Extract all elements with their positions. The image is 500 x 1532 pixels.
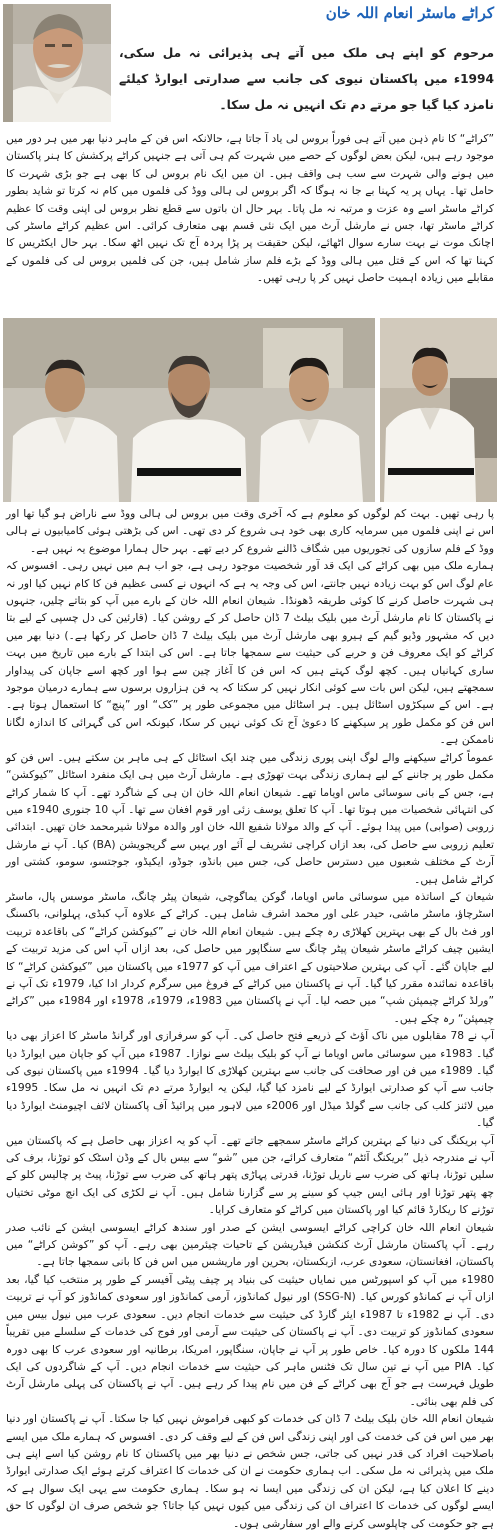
- portrait-photo: [3, 4, 111, 122]
- article-title: کراٹے ماسٹر انعام اللہ خان: [325, 4, 494, 22]
- article-paragraph: 1980ء میں آپ کو اسپورٹس میں نمایاں حیثیت کی بنیاد پر چیف پیٹی آفیسر کے طور پر منتخب کیا گیا، بعد ازاں آپ نے کمانڈو کورس کیا۔ (SSG-N) اور نیول کمانڈوز، آرمی کمانڈوز اور سعودی کمانڈوز کو آپ نے تربیت دی۔ آپ نے 1982ء تا 1987ء ایئر گارڈ کی حیثیت سے خدمات انجام دیں۔ سعودی عرب میں نیول بیس میں سعودی کمانڈوز کو تربیت دی۔ آپ نے پاکستان کی حیثیت سے آرمی اور فوج کی خدمات کے سلسلے میں تقریباً 144 ملکوں کا دورہ کیا۔ خاص طور پر آپ نے جاپان، سنگاپور، امریکا، برطانیہ اور سعودی عرب کا بھی دورہ کیا۔ PIA میں آپ نے تین سال تک فٹنس ماہر کی حیثیت سے خدمات انجام دیں۔ آپ کے شاگردوں کی ایک طویل فہرست ہے جو آج بھی کراٹے کے فن میں نام پیدا کر رہے ہیں۔ آپ نے پاکستان کی پہلی مارشل آرٹ کی فلم بھی بنائی۔: [6, 1272, 494, 1408]
- article-paragraph: ہمارے ملک میں بھی کراٹے کی ایک قد آور شخصیت موجود رہی ہے، جو اب ہم میں نہیں رہی۔ افسوس کہ عام لوگ اس کو بہت زیادہ نہیں جانتے، اس کی وجہ یہ ہے کہ انہوں نے کسی عظیم فن کا کام نہیں کیا اور نہ ہی شہرت حاصل کرنے کا کوئی طریقہ ڈھونڈا۔ شیعان انعام اللہ خان کے بارے میں آپ کو بتاتے چلیں، جنہوں نے پاکستان کا نام مارشل آرٹ میں بلیک بیلٹ 7 ڈان حاصل کر کے روشن کیا۔ (قارئین کی دل چسپی کے لیے بتا دیں کہ مشہور وڈیو گیم کے ہیرو بھی مارشل آرٹ میں بلیک بیلٹ 7 ڈان حاصل کر رکھا ہے۔) دنیا بھر میں کراٹے کو ایک معروف فن و حربے کی حیثیت سے سمجھا جاتا ہے۔ اس کی ابتدا کے بارے میں تاریخ میں بہت ساری کہانیاں ہیں۔ کچھ لوگ کہتے ہیں کہ اس فن کا آغاز چین سے ہوا اور کچھ اسے جاپان کی پیداوار سمجھتے ہیں، لیکن اس بات سے کوئی انکار نہیں کر سکتا کہ یہ فن ہزاروں برسوں سے ہمارے درمیان موجود ہے۔ اس کے سیکڑوں اسٹائل ہیں۔ ہر اسٹائل میں مجموعی طور پر ”کک“ اور ”پنچ“ کا استعمال ہوتا ہے۔ اس فن کو مکمل طور پر سیکھنے کا دعویٰ آج تک کوئی نہیں کر سکا، کیونکہ اس کی گہرائی کا اندازہ لگانا ناممکن ہے۔: [6, 559, 494, 747]
- article-paragraph: آپ نے 78 مقابلوں میں ناک آؤٹ کے ذریعے فتح حاصل کی۔ آپ کو سرفرازی اور گرانڈ ماسٹر کا اعزاز بھی دیا گیا۔ 1983ء میں سوسائی ماس اویاما نے آپ کو بلیک بیلٹ سے نوازا۔ 1987ء میں آپ کو جاپان میں ایوارڈ دیا گیا۔ 1989ء میں فن اور صحافت کی جانب سے بہترین کھلاڑی کا ایوارڈ دیا گیا۔ 1994ء میں پاکستان نیوی کی جانب سے آپ کو صدارتی ایوارڈ کے لیے نامزد کیا گیا، لیکن یہ ایوارڈ مرتے دم تک انہیں نہ مل سکا۔ 1995ء میں لائنز کلب کی جانب سے گولڈ میڈل اور 2006ء میں لاہور میں پرائیڈ آف پاکستان لائف اچیومنٹ ایوارڈ دیا گیا۔: [6, 1029, 495, 1130]
- article-paragraph: شیعان انعام اللہ خان بلیک بیلٹ 7 ڈان کی خدمات کو کبھی فراموش نہیں کیا جا سکتا۔ آپ نے پاکستان اور دنیا بھر میں اس فن کی خدمت کی اور اپنی زندگی اس فن کے لیے وقف کر دی۔ افسوس کہ ہمارے ملک میں ایسے باصلاحیت افراد کی قدر نہیں کی جاتی، جس شخص نے دنیا بھر میں پاکستان کا نام روشن کیا اسے اپنے ہی ملک میں پذیرائی نہ مل سکی۔ اب ہماری حکومت نے ان کی خدمات کا اعتراف کرتے ہوئے ایک صدارتی ایوارڈ دینے کا اعلان کیا ہے، لیکن ان کی زندگی میں ایسا نہ ہو سکا۔ ہماری حکومت سے یہی ایک سوال ہے کہ ایسے لوگوں کی خدمات کا اعتراف ان کی زندگی میں کیوں نہیں کیا جاتا؟ جو شخص صرف ان لوگوں کا حق ہے جو حکومت کی چاپلوسی کرنے والے اور سفارشی ہوں۔: [6, 1412, 494, 1530]
- article-body-main: [6, 505, 495, 1530]
- article-paragraph: پا رہی تھیں۔ بہت کم لوگوں کو معلوم ہے کہ آخری وقت میں بروس لی ہالی ووڈ سے ناراض ہو گیا تھا اور اس نے اپنی فلموں میں سرمایہ کاری بھی خود ہی شروع کر دی تھی۔ اس کی بڑھتی ہوئی کامیابیوں نے ہالی ووڈ کے فلم سازوں کی تجوریوں میں شگاف ڈالنے شروع کر دیے تھے۔ بہر حال ہمارا موضوع یہ نہیں ہے۔: [6, 507, 494, 555]
- article-body-top: ”کراٹے“ کا نام ذہن میں آتے ہی فوراً بروس لی یاد آ جاتا ہے، حالانکہ اس فن کے ماہر دنیا بھر میں ہر دور میں موجود رہے ہیں، لیکن بعض لوگوں کے حصے میں شہرت کم ہی آتی ہے جنہیں کراٹے پرکشش کا ہنر پاکستان میں ہونے والی شہرت سے سب ہی واقف ہیں۔ ان میں ایک نام بروس لی کا بھی ہے جو بڑی شہرت کا حامل تھا۔ یہاں پر یہ کہنا بے جا نہ ہوگا کہ اگر بروس لی ہالی ووڈ کی فلموں میں کام نہ کرتا تو شاید بطور کراٹے ماسٹر اسے وہ عزت و مرتبہ نہ مل پاتا۔ بہر حال ان باتوں سے قطع نظر بروس لی اپنی وقت کا عظیم کراٹے ماسٹر تھا، جس نے مارشل آرٹ میں ایک نئی قسم بھی متعارف کرائی۔ اس عظیم کراٹے ماسٹر کی اچانک موت نے بہت سارے سوال اٹھائے، لیکن حقیقت پر پڑا پردہ آج تک نہیں اٹھ سکا۔ بہر حال ایکٹریس کا کہنا تھا کہ اس کے قتل میں ہالی ووڈ کے بڑے فلم ساز شامل ہیں، جن کی فلمیں بروس لی کی فلموں کے مقابلے میں زیادہ اہمیت حاصل نہیں کر پا رہی تھیں۔: [6, 132, 494, 285]
- article-paragraph: آپ بریکنگ کی دنیا کے بہترین کراٹے ماسٹر سمجھے جاتے تھے۔ آپ کو یہ اعزاز بھی حاصل ہے کہ پاکستان میں آپ نے مندرجہ ذیل ”بریکنگ آئٹم“ متعارف کرائے، جن میں ”شو“ سے بیس بال کے وڈن اسٹک کو توڑنا، برف کی سلیں توڑنا، ہاتھ کی ضرب سے ناریل توڑنا، قدرتی پہاڑی پتھر ہاتھ کی ضرب سے توڑنا، پیٹ پر چالیس کلو کے چھ پتھر توڑنا اور ہائی ایس جیپ کو سینے پر سے گزارنا شامل ہیں۔ آپ نے لکڑی کی ایک انچ موٹی تختیاں توڑنے کا ریکارڈ قائم کیا اور پاکستان میں کراٹے کو متعارف کرایا۔: [6, 1133, 494, 1217]
- article-intro: مرحوم کو اپنے ہی ملک میں آتے ہی پذیرائی نہ مل سکی، 1994ء میں پاکستان نیوی کی جانب سے صدارتی ایوارڈ کیلئے نامزد کیا گیا جو مرتے دم تک انہیں نہ مل سکا۔: [119, 46, 494, 112]
- article-paragraph: عموماً کراٹے سیکھنے والے لوگ اپنی پوری زندگی میں چند ایک اسٹائل کے ہی ماہر بن سکتے ہیں۔ اس فن کو مکمل طور پر جاننے کے لیے ہماری زندگی بہت تھوڑی ہے۔ مارشل آرٹ میں ہی ایک منفرد اسٹائل ”کیوکشن“ ہے، جس کے بانی سوسائی ماس اویاما تھے۔ شیعان انعام اللہ خان ان ہی کے شاگرد تھے۔ آپ کا شمار کراٹے کی انتہائی شخصیات میں ہوتا تھا۔ آپ کا تعلق یوسف زئی اور قوم افغان سے تھا۔ آپ 10 جنوری 1940ء میں زروبی (صوابی) میں پیدا ہوئے۔ آپ کے والد مولانا شفیع اللہ خان اور والدہ مولانا شیرمحمد خان تھیں۔ ابتدائی تعلیم زروبی سے حاصل کی، بعد ازاں کراچی تشریف لے آئے اور یہیں سے گریجویشن (BA) کیا۔ آپ نے مارشل آرٹ کے مختلف شعبوں میں دسترس حاصل کی، جس میں بانڈو، جوڈو، ایکیڈو، جوجتسو، سومو، کشتی اور کراٹے شامل ہیں۔: [6, 750, 495, 886]
- article-paragraph: شیعان انعام اللہ خان کراچی کراٹے ایسوسی ایشن کے صدر اور سندھ کراٹے ایسوسی ایشن کے نائب صدر رہے۔ آپ پاکستان مارشل آرٹ کنکشن فیڈریشن کے تاحیات چیئرمین بھی رہے۔ آپ کو ”کوشن کراٹے“ میں پاکستان، افغانستان، سعودی عرب، ازبکستان، بحرین اور ماریشس میں اس فن کا بانی سمجھا جاتا ہے۔: [6, 1220, 494, 1269]
- karate-master-illustration: [380, 318, 497, 502]
- group-photo-illustration: [3, 318, 375, 502]
- portrait-illustration: [3, 4, 111, 122]
- karate-master-photo: [380, 318, 497, 502]
- group-photo: [3, 318, 375, 502]
- article-paragraph: شیعان کے اساتذہ میں سوسائی ماس اویاما، گوکن یماگوچی، شیعان پیٹر چانگ، ماسٹر موسس پال، ماسٹر اسٹرچاؤ، ماسٹر ماشی، حیدر علی اور محمد اشرف شامل ہیں۔ کراٹے کے علاوہ آپ کبڈی، پہلوانی، باکسنگ اور فٹ بال کے بھی بہترین کھلاڑی رہ چکے ہیں۔ شیعان انعام اللہ خان نے ”کیوکشن کراٹے“ کی باقاعدہ تربیت ایشین چیف کراٹے ماسٹر شیعان پیٹر چانگ سے سنگاپور میں حاصل کی، بعد ازاں آپ اس کی مزید تربیت کے لیے جاپان گئے۔ آپ کی بہترین صلاحیتوں کے اعتراف میں آپ کو 1977ء میں پاکستان میں ”کیوکشن کراٹے“ کا باقاعدہ نمائندہ مقرر کیا گیا۔ آپ نے پاکستان میں کراٹے کے فروغ میں سرگرم کردار ادا کیا، 1979ء تک آپ نے ”ورلڈ کراٹے چیمپئن شپ“ میں حصہ لیا۔ آپ نے پاکستان میں 1983ء، 1979ء، 1978ء اور 1984ء میں ”کراٹے چیمپئن“ رہ چکے ہیں۔: [6, 889, 495, 1025]
